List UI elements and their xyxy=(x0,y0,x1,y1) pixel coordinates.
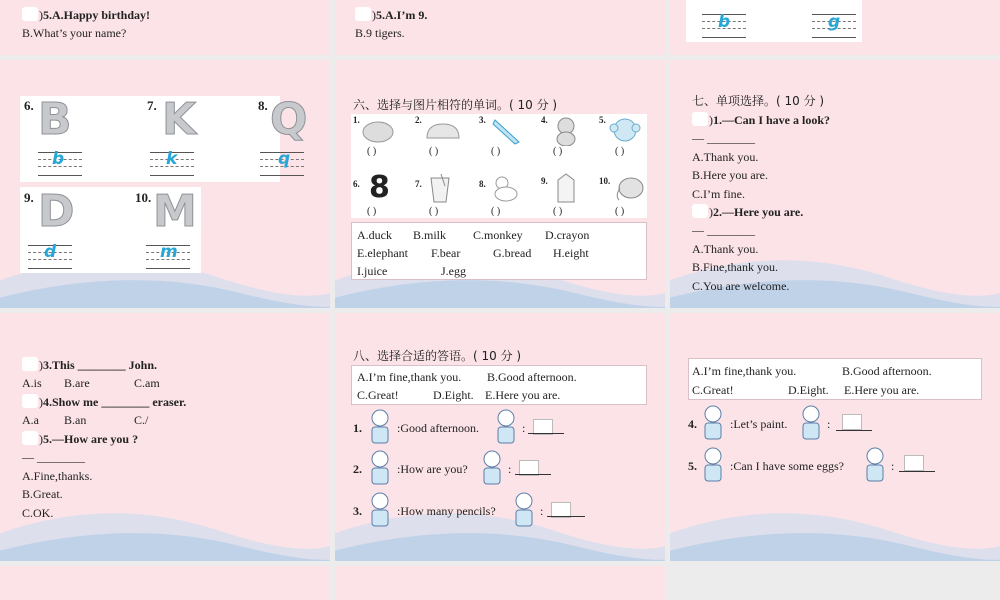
colon: : xyxy=(891,459,895,473)
question-text: :Can I have some eggs? xyxy=(730,459,844,473)
answer-option: A.I’m fine,thank you. xyxy=(692,364,797,378)
section-title: 七、单项选择。( 10 分 ) xyxy=(692,94,825,108)
word-option: D.crayon xyxy=(545,228,590,242)
answer-line xyxy=(528,433,564,434)
boy-icon xyxy=(365,407,395,445)
question-5: )5.A.I’m 9. xyxy=(355,6,427,24)
question-text: :Let’s paint. xyxy=(730,417,788,431)
option-a: A.a xyxy=(22,413,39,427)
bear-picture xyxy=(553,116,579,146)
answer-letter: q xyxy=(278,149,291,169)
section-title: 八、选择合适的答语。( 10 分 ) xyxy=(353,349,522,363)
crayon-picture xyxy=(491,116,525,146)
answer-letter: m xyxy=(160,242,178,262)
option-c: C.You are welcome. xyxy=(692,279,790,293)
option-b: B.Here you are. xyxy=(692,168,768,182)
word-option: B.milk xyxy=(413,228,447,242)
pic-number: 6. xyxy=(353,179,360,189)
item-number: 8. xyxy=(258,98,268,113)
slide-top-right xyxy=(670,0,1000,55)
option-c: C.am xyxy=(134,376,160,390)
letter-d-picture: D xyxy=(38,186,75,237)
answer-letter: b xyxy=(52,149,65,169)
elephant-picture xyxy=(613,172,647,202)
slide-bottom-left xyxy=(0,566,330,600)
option-a: A.is xyxy=(22,376,42,390)
answer-blank: — ________ xyxy=(692,131,755,145)
slide-section-6 xyxy=(335,60,665,308)
bread-picture xyxy=(425,120,461,142)
boy-icon xyxy=(477,448,507,486)
item-number: 1. xyxy=(353,421,362,435)
answer-option: A.I’m fine,thank you. xyxy=(357,370,462,384)
eight-picture: 8 xyxy=(369,170,390,205)
pic-number: 8. xyxy=(479,179,486,189)
option-a: A.Fine,thanks. xyxy=(22,469,93,483)
word-option: G.bread xyxy=(493,246,532,260)
colon: : xyxy=(508,462,512,476)
pic-number: 9. xyxy=(541,176,548,186)
answer-box[interactable] xyxy=(904,455,924,471)
answer-option: C.Great! xyxy=(692,383,734,397)
answer-paren[interactable]: ( ) xyxy=(367,146,377,157)
item-number: 4. xyxy=(688,417,697,431)
answer-option: C.Great! xyxy=(357,388,399,402)
question-5: )5.—How are you ? xyxy=(22,430,138,448)
answer-letter: g xyxy=(828,12,841,32)
letter-m-picture: M xyxy=(153,186,197,237)
answer-blank: — ________ xyxy=(692,223,755,237)
boy-icon xyxy=(796,403,826,441)
question-2: )2.—Here you are. xyxy=(692,203,803,221)
answer-option: E.Here you are. xyxy=(844,383,920,397)
question-5: )5.A.Happy birthday! xyxy=(22,6,150,24)
option-c: C.I’m fine. xyxy=(692,187,745,201)
item-number: 5. xyxy=(688,459,697,473)
duck-picture xyxy=(491,174,519,202)
colon: : xyxy=(522,421,526,435)
pic-number: 5. xyxy=(599,115,606,125)
option-a: A.Thank you. xyxy=(692,150,759,164)
wave-decoration xyxy=(670,481,1000,561)
colon: : xyxy=(540,504,544,518)
item-number: 6. xyxy=(24,98,34,113)
boy-icon xyxy=(698,445,728,483)
juice-picture xyxy=(427,174,453,204)
answer-box[interactable] xyxy=(842,414,862,430)
answer-line xyxy=(899,471,935,472)
item-number: 3. xyxy=(353,504,362,518)
answer-line xyxy=(547,516,585,517)
item-number: 9. xyxy=(24,190,34,205)
question-text: :Good afternoon. xyxy=(397,421,479,435)
answer-letter: b xyxy=(718,12,731,32)
slide-section-8-cont xyxy=(670,313,1000,561)
slide-section-7-cont xyxy=(0,313,330,561)
question-text: :How are you? xyxy=(397,462,468,476)
option-b: B.Great. xyxy=(22,487,63,501)
answer-blank: — ________ xyxy=(22,450,85,464)
letter-k-picture: K xyxy=(162,94,197,145)
answer-option: D.Eight. xyxy=(788,383,829,397)
letter-q-picture: Q xyxy=(270,94,308,145)
section-title: 六、选择与图片相符的单词。( 10 分 ) xyxy=(353,98,558,112)
question-4: )4.Show me ________ eraser. xyxy=(22,393,186,411)
answer-paren[interactable]: ( ) xyxy=(429,146,439,157)
question-3: )3.This ________ John. xyxy=(22,356,157,374)
pic-number: 4. xyxy=(541,115,548,125)
boy-icon xyxy=(365,490,395,528)
boy-icon xyxy=(509,490,539,528)
option-a: A.Thank you. xyxy=(692,242,759,256)
option-b: B.What’s your name? xyxy=(22,26,127,40)
pic-number: 10. xyxy=(599,176,611,186)
answer-line xyxy=(836,430,872,431)
option-b: B.9 tigers. xyxy=(355,26,405,40)
answer-paren[interactable]: ( ) xyxy=(553,146,563,157)
slide-bottom-mid xyxy=(335,566,665,600)
answer-letter: d xyxy=(44,242,57,262)
answer-paren[interactable]: ( ) xyxy=(553,206,563,217)
answer-option: B.Good afternoon. xyxy=(842,364,932,378)
option-b: B.are xyxy=(64,376,90,390)
item-number: 2. xyxy=(353,462,362,476)
slide-top-left xyxy=(0,0,330,55)
option-b: B.Fine,thank you. xyxy=(692,260,778,274)
pic-number: 3. xyxy=(479,115,486,125)
slide-section-8 xyxy=(335,313,665,561)
option-c: C.OK. xyxy=(22,506,54,520)
answer-option: B.Good afternoon. xyxy=(487,370,577,384)
word-option: F.bear xyxy=(431,246,461,260)
boy-icon xyxy=(698,403,728,441)
answer-line xyxy=(515,474,551,475)
boy-icon xyxy=(491,407,521,445)
answer-letter: k xyxy=(166,149,178,169)
answer-option: E.Here you are. xyxy=(485,388,561,402)
pic-number: 7. xyxy=(415,179,422,189)
item-number: 7. xyxy=(147,98,157,113)
monkey-picture xyxy=(609,116,641,146)
slide-top-mid xyxy=(335,0,665,55)
letter-card xyxy=(686,0,862,42)
boy-icon xyxy=(860,445,890,483)
answer-paren[interactable]: ( ) xyxy=(429,206,439,217)
question-1: )1.—Can I have a look? xyxy=(692,111,830,129)
answer-paren[interactable]: ( ) xyxy=(615,146,625,157)
egg-picture xyxy=(361,120,395,144)
answer-paren[interactable]: ( ) xyxy=(367,206,377,217)
milk-picture xyxy=(555,172,577,204)
answer-paren[interactable]: ( ) xyxy=(491,146,501,157)
question-text: :How many pencils? xyxy=(397,504,496,518)
word-option: H.eight xyxy=(553,246,589,260)
option-c: C./ xyxy=(134,413,149,427)
word-option: J.egg xyxy=(441,264,466,278)
answer-paren[interactable]: ( ) xyxy=(615,206,625,217)
item-number: 10. xyxy=(135,190,152,205)
answer-option: D.Eight. xyxy=(433,388,474,402)
colon: : xyxy=(827,417,831,431)
option-b: B.an xyxy=(64,413,87,427)
word-option: I.juice xyxy=(357,264,388,278)
pic-number: 1. xyxy=(353,115,360,125)
word-option: E.elephant xyxy=(357,246,408,260)
boy-icon xyxy=(365,448,395,486)
pic-number: 2. xyxy=(415,115,422,125)
letter-b-picture: B xyxy=(38,94,72,145)
slide-letters xyxy=(0,60,330,308)
slide-section-7 xyxy=(670,60,1000,308)
answer-paren[interactable]: ( ) xyxy=(491,206,501,217)
word-option: A.duck xyxy=(357,228,392,242)
word-option: C.monkey xyxy=(473,228,523,242)
